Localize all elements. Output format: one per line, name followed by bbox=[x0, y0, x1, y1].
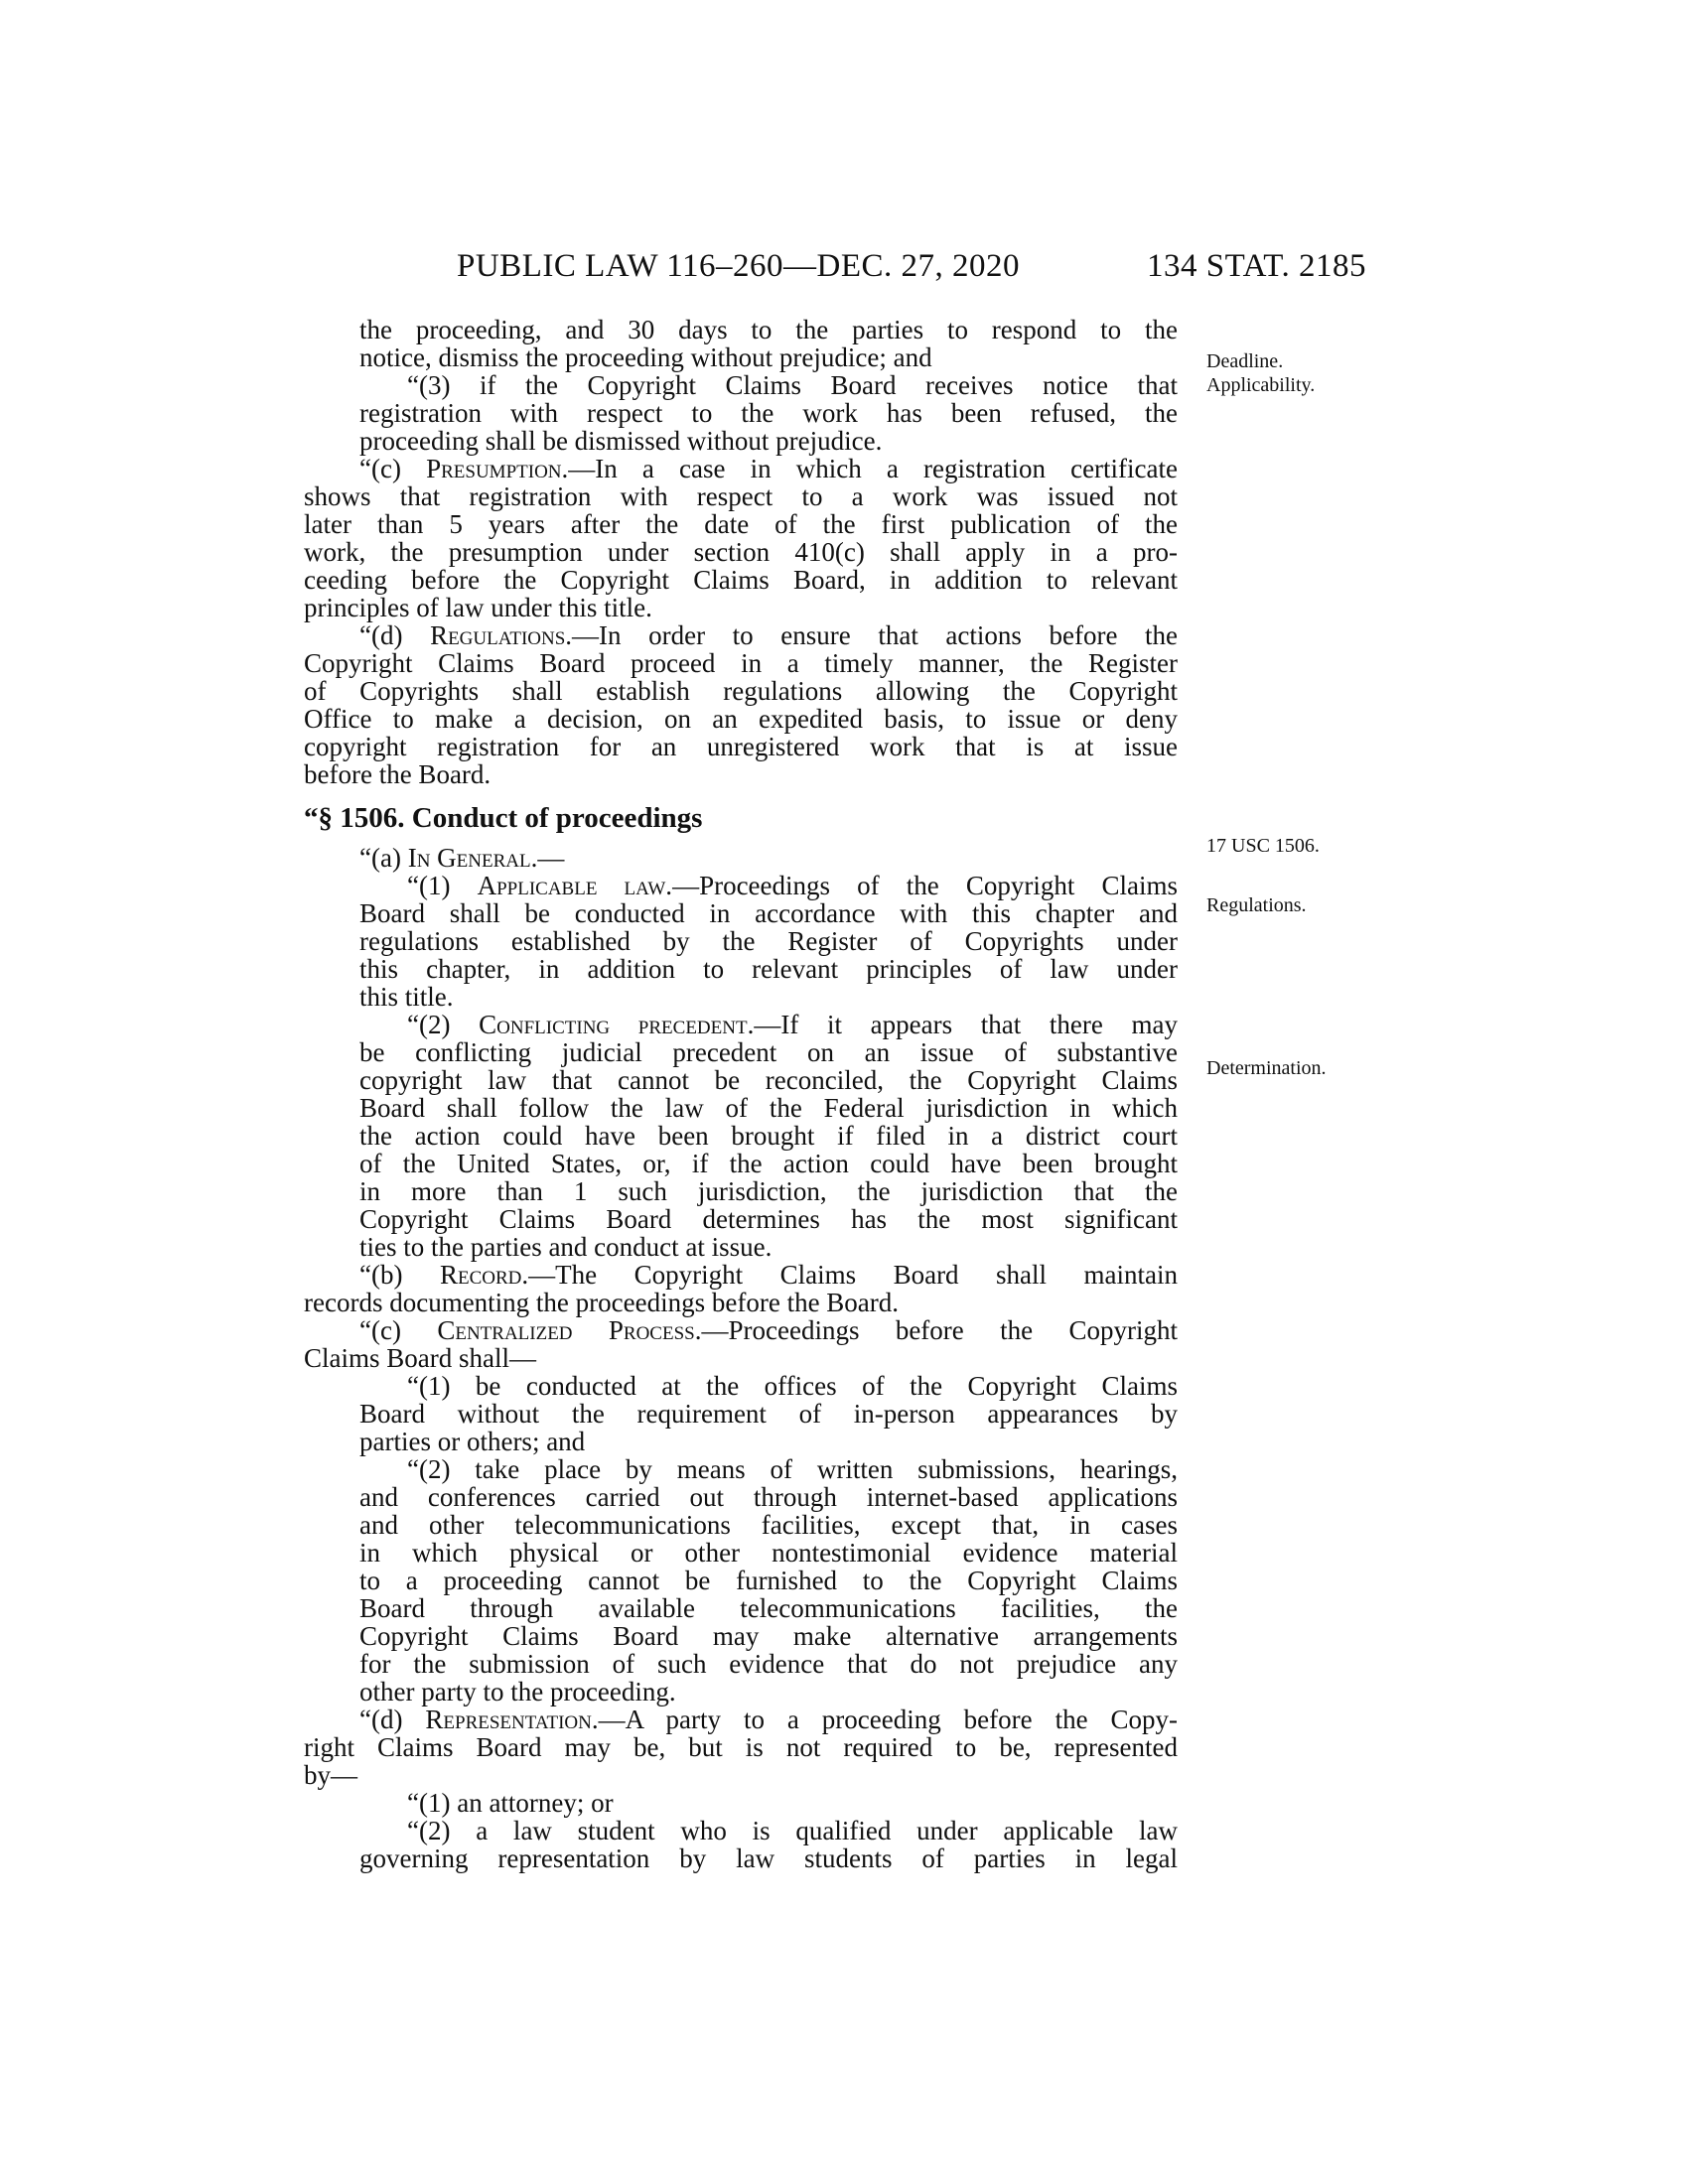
text-line: copyright law that cannot be reconciled, the Copyright Claims bbox=[359, 1065, 1178, 1095]
text-line: “(2) a law student who is qualified under applicable law bbox=[407, 1816, 1178, 1845]
text-line: copyright registration for an unregistered work that is at issue bbox=[304, 732, 1178, 761]
text-line: notice, dismiss the proceeding without prejudice; and bbox=[359, 342, 932, 372]
text-line: the proceeding, and 30 days to the parties to respond to the bbox=[359, 315, 1178, 344]
text-line: Claims Board shall— bbox=[304, 1343, 536, 1373]
subsection-c-process-first-line: “(c) Centralized Process.—Proceedings before the Copyright bbox=[359, 1315, 1179, 1345]
text-line: principles of law under this title. bbox=[304, 593, 652, 622]
text-line: other party to the proceeding. bbox=[359, 1677, 676, 1706]
text-line: be conflicting judicial precedent on an issue of substantive bbox=[359, 1037, 1178, 1067]
text-line: shows that registration with respect to a work was issued not bbox=[304, 481, 1178, 511]
running-header-stat: 134 STAT. 2185 bbox=[1147, 248, 1367, 284]
text-line: work, the presumption under section 410(c) shall apply in a pro- bbox=[304, 537, 1178, 567]
text-line: and conferences carried out through internet-based applications bbox=[359, 1482, 1178, 1512]
text-line: “(1) be conducted at the offices of the Copyright Claims bbox=[407, 1371, 1178, 1401]
margin-note-applicability: Applicability. bbox=[1206, 374, 1316, 396]
text-line: Board shall be conducted in accordance with this chapter and bbox=[359, 898, 1178, 928]
document-body bbox=[304, 316, 1178, 1872]
running-header-law: PUBLIC LAW 116–260—DEC. 27, 2020 bbox=[457, 248, 1021, 284]
subsection-c-first-line: “(c) Presumption.—In a case in which a registration certificate bbox=[359, 454, 1178, 483]
margin-note-determination: Determination. bbox=[1206, 1057, 1327, 1079]
text-line: by— bbox=[304, 1760, 357, 1790]
text-line: of the United States, or, if the action could have been brought bbox=[359, 1149, 1178, 1178]
text-line: Board shall follow the law of the Federal jurisdiction in which bbox=[359, 1093, 1178, 1123]
text-line: Board without the requirement of in-person appearances by bbox=[359, 1399, 1178, 1429]
text-line: regulations established by the Register of Copyrights under bbox=[359, 926, 1178, 956]
text-line: “(1) an attorney; or bbox=[407, 1788, 614, 1818]
text-line: records documenting the proceedings before the Board. bbox=[304, 1288, 900, 1317]
text-line: in more than 1 such jurisdiction, the jurisdiction that the bbox=[359, 1176, 1178, 1206]
margin-note-deadline: Deadline. bbox=[1206, 350, 1284, 372]
margin-note-usc: 17 USC 1506. bbox=[1206, 835, 1320, 857]
text-line: before the Board. bbox=[304, 759, 492, 789]
text-line: Office to make a decision, on an expedited basis, to issue or deny bbox=[304, 704, 1178, 734]
text-line: in which physical or other nontestimonial evidence material bbox=[359, 1538, 1178, 1568]
text-line: ties to the parties and conduct at issue. bbox=[359, 1232, 773, 1262]
text-line: ceeding before the Copyright Claims Board, in addition to relevant bbox=[304, 565, 1178, 595]
text-line: the action could have been brought if filed in a district court bbox=[359, 1121, 1178, 1151]
paragraph-a1-first-line: “(1) Applicable law.—Proceedings of the Copyright Claims bbox=[407, 871, 1179, 900]
text-line: later than 5 years after the date of the first publication of the bbox=[304, 509, 1178, 539]
text-line: governing representation by law students of parties in legal bbox=[359, 1843, 1178, 1873]
subsection-d-first-line: “(d) Regulations.—In order to ensure that actions before the bbox=[359, 620, 1179, 650]
margin-note-regulations: Regulations. bbox=[1206, 894, 1307, 916]
text-line: Board through available telecommunications facilities, the bbox=[359, 1593, 1178, 1623]
subsection-a-heading: “(a) In General.— bbox=[359, 843, 565, 873]
section-heading: “§ 1506. Conduct of proceedings bbox=[304, 802, 703, 834]
text-line: Copyright Claims Board proceed in a timely manner, the Register bbox=[304, 648, 1178, 678]
text-line: of Copyrights shall establish regulations allowing the Copyright bbox=[304, 676, 1178, 706]
subsection-d-representation-first-line: “(d) Representation.—A party to a proceeding before the Copy- bbox=[359, 1705, 1178, 1734]
text-line: and other telecommunications facilities, except that, in cases bbox=[359, 1510, 1178, 1540]
text-line: right Claims Board may be, but is not required to be, represented bbox=[304, 1732, 1178, 1762]
paragraph-a2-first-line: “(2) Conflicting precedent.—If it appears that there may bbox=[407, 1010, 1179, 1039]
subsection-b-first-line: “(b) Record.—The Copyright Claims Board shall maintain bbox=[359, 1260, 1179, 1290]
text-line: “(3) if the Copyright Claims Board receives notice that bbox=[407, 370, 1178, 400]
text-line: “(2) take place by means of written submissions, hearings, bbox=[407, 1454, 1178, 1484]
text-line: Copyright Claims Board may make alternative arrangements bbox=[359, 1621, 1178, 1651]
text-line: Copyright Claims Board determines has the most significant bbox=[359, 1204, 1178, 1234]
text-line: proceeding shall be dismissed without prejudice. bbox=[359, 426, 883, 456]
text-line: for the submission of such evidence that do not prejudice any bbox=[359, 1649, 1178, 1679]
text-line: registration with respect to the work has been refused, the bbox=[359, 398, 1178, 428]
text-line: parties or others; and bbox=[359, 1427, 586, 1456]
text-line: this title. bbox=[359, 982, 454, 1012]
text-line: to a proceeding cannot be furnished to the Copyright Claims bbox=[359, 1566, 1178, 1595]
text-line: this chapter, in addition to relevant principles of law under bbox=[359, 954, 1178, 984]
